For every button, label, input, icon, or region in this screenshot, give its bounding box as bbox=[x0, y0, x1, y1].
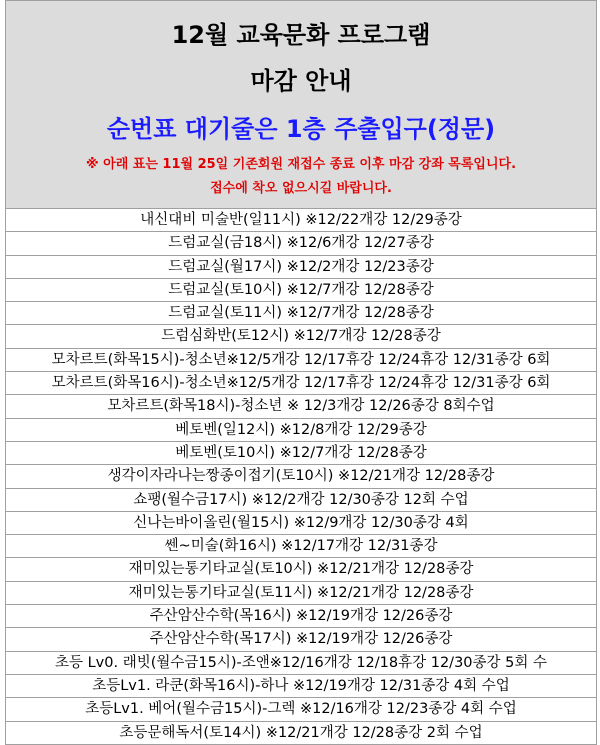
title-line-2: 마감 안내 bbox=[250, 67, 352, 95]
course-row: 쎈~미술(화16시) ※12/17개강 12/31종강 bbox=[6, 535, 596, 558]
course-row: 신나는바이올린(월15시) ※12/9개강 12/30종강 4회 bbox=[6, 512, 596, 535]
course-row: 드럼교실(토11시) ※12/7개강 12/28종강 bbox=[6, 302, 596, 325]
course-row: 모차르트(화목18시)-청소년 ※ 12/3개강 12/26종강 8회수업 bbox=[6, 395, 596, 418]
notice-header bbox=[6, 0, 596, 209]
course-row: 초등문해독서(토14시) ※12/21개강 12/28종강 2회 수업 bbox=[6, 722, 596, 745]
course-row: 드럼교실(토10시) ※12/7개강 12/28종강 bbox=[6, 279, 596, 302]
course-row: 모차르트(화목15시)-청소년※12/5개강 12/17휴강 12/24휴강 12/31종강 6회 bbox=[6, 349, 596, 372]
course-row: 베토벤(토10시) ※12/7개강 12/28종강 bbox=[6, 442, 596, 465]
closed-course-list bbox=[6, 209, 596, 745]
course-row: 주산암산수학(목16시) ※12/19개강 12/26종강 bbox=[6, 605, 596, 628]
course-row: 쇼팽(월수금17시) ※12/2개강 12/30종강 12회 수업 bbox=[6, 489, 596, 512]
course-row: 드럼교실(금18시) ※12/6개강 12/27종강 bbox=[6, 232, 596, 255]
closing-notice-sheet bbox=[5, 0, 597, 745]
course-row: 초등Lv1. 라쿤(화목16시)-하나 ※12/19개강 12/31종강 4회 수업 bbox=[6, 675, 596, 698]
course-row: 재미있는통기타교실(토11시) ※12/21개강 12/28종강 bbox=[6, 582, 596, 605]
notice-text-2: 접수에 착오 없으시길 바랍니다. bbox=[210, 181, 392, 196]
course-row: 베토벤(일12시) ※12/8개강 12/29종강 bbox=[6, 419, 596, 442]
course-row: 초등Lv1. 베어(월수금15시)-그렉 ※12/16개강 12/23종강 4회 수업 bbox=[6, 698, 596, 721]
title-line-1: 12월 교육문화 프로그램 bbox=[171, 21, 431, 49]
course-row: 드럼교실(월17시) ※12/2개강 12/23종강 bbox=[6, 256, 596, 279]
course-row: 드럼심화반(토12시) ※12/7개강 12/28종강 bbox=[6, 325, 596, 348]
queue-location-title: 순번표 대기줄은 1층 주출입구(정문) bbox=[106, 115, 496, 143]
course-row: 모차르트(화목16시)-청소년※12/5개강 12/17휴강 12/24휴강 12/31종강 6회 bbox=[6, 372, 596, 395]
course-row: 주산암산수학(목17시) ※12/19개강 12/26종강 bbox=[6, 628, 596, 651]
course-row: 생각이자라나는짱종이접기(토10시) ※12/21개강 12/28종강 bbox=[6, 465, 596, 488]
course-row: 내신대비 미술반(일11시) ※12/22개강 12/29종강 bbox=[6, 209, 596, 232]
course-row: 재미있는통기타교실(토10시) ※12/21개강 12/28종강 bbox=[6, 558, 596, 581]
notice-text-1: ※ 아래 표는 11월 25일 기존회원 재접수 종료 이후 마감 강좌 목록입니다. bbox=[85, 157, 517, 172]
course-row: 초등 Lv0. 래빗(월수금15시)-조앤※12/16개강 12/18휴강 12/30종강 5회 수 bbox=[6, 652, 596, 675]
